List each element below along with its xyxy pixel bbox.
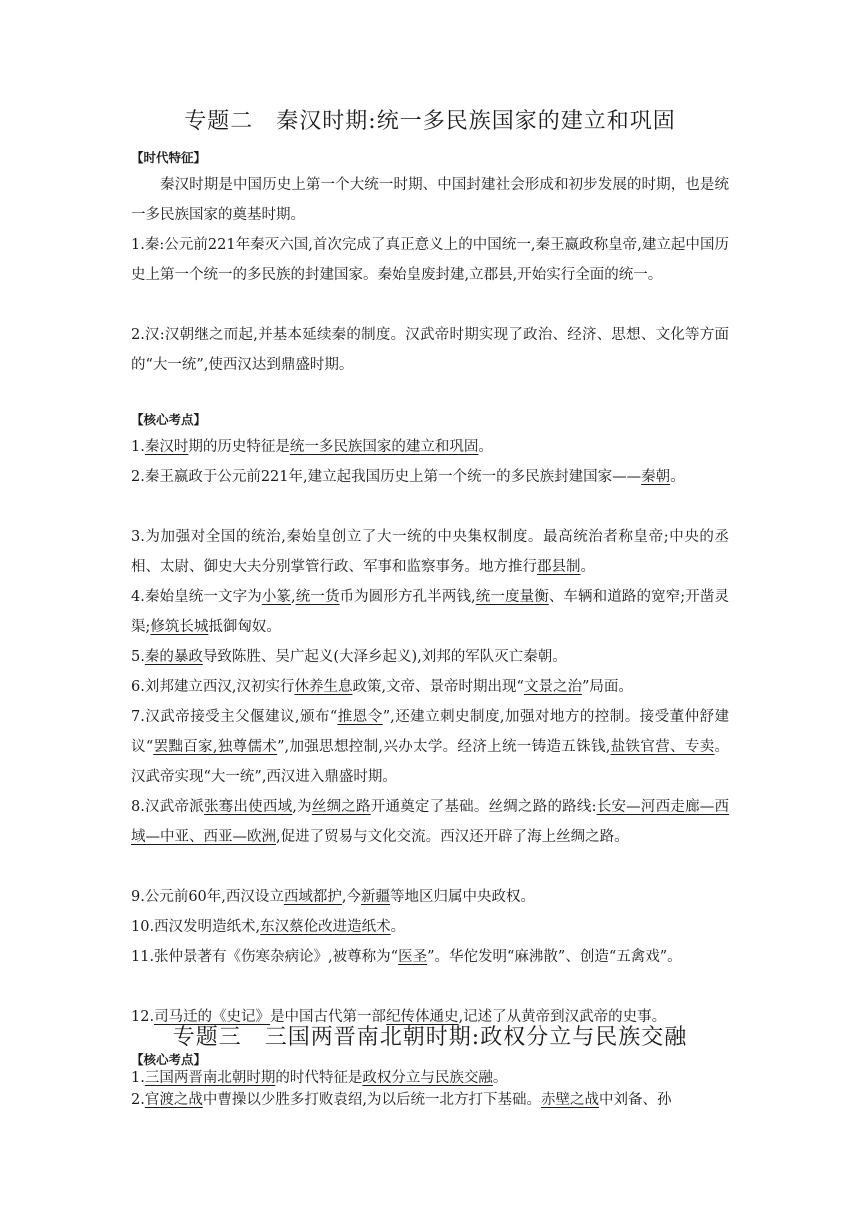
core-point-12: 12.司马迁的《史记》是中国古代第一部纪传体通史,记述了从黄帝到汉武帝的史事。	[131, 1009, 667, 1025]
keyword: 司马迁的《史记》	[154, 1009, 271, 1025]
keyword: 张骞出使西域	[203, 799, 293, 815]
keyword: 秦汉时	[144, 439, 189, 455]
keyword: 小篆	[261, 589, 292, 605]
core-point-6: 6.刘邦建立西汉,汉初实行休养生息政策,文帝、景帝时期出现“文景之治”局面。	[131, 679, 633, 695]
keyword: 官渡之战	[144, 1092, 203, 1108]
keyword: 西域都护	[283, 889, 342, 905]
keyword: 修筑长城	[150, 619, 209, 635]
keyword: 丝绸之路	[311, 799, 371, 815]
section-3-title: 专题三 三国两晋南北朝时期:政权分立与民族交融	[172, 1025, 688, 1050]
keyword: 赤壁之战	[540, 1092, 599, 1108]
keyword: 统一多民族国家的建立和巩固	[289, 439, 479, 455]
keyword: 纪传体通史	[386, 1009, 459, 1025]
keyword: 医圣	[398, 949, 428, 965]
keyword: 罢黜百家,独尊儒术	[153, 739, 278, 755]
keyword: 政权分立与民族交融	[362, 1070, 493, 1086]
keyword: 统一度量衡	[475, 589, 549, 605]
qin-paragraph: 1.秦:公元前221年秦灭六国,首次完成了真正意义上的中国统一,秦王嬴政称皇帝,建立起中国历史上第一个统一的多民族的封建国家。秦始皇废封建,立郡县,开始实行全面的统一。	[131, 237, 729, 283]
era-intro-paragraph: 秦汉时期是中国历史上第一个大统一时期、中国封建社会形成和初步发展的时期，也是统一多民族国家的奠基时期。	[131, 177, 729, 223]
han-paragraph: 2.汉:汉朝继之而起,并基本延续秦的制度。汉武帝时期实现了政治、经济、思想、文化等方面的“大一统”,使西汉达到鼎盛时期。	[131, 327, 729, 373]
core-point-4: 4.秦始皇统一文字为小篆,统一货币为圆形方孔半两钱,统一度量衡、车辆和道路的宽窄;开凿灵渠;修筑长城抵御匈奴。	[131, 589, 730, 635]
core-point-3: 3.为加强对全国的统治,秦始皇创立了大一统的中央集权制度。最高统治者称皇帝;中央的丞相、太尉、御史大夫分别掌管行政、军事和监察事务。地方推行郡县制。	[131, 529, 729, 575]
keyword: 秦的暴政	[144, 649, 203, 665]
keyword: 三国两晋南北朝时期	[144, 1070, 276, 1086]
core-point-2: 2.秦王嬴政于公元前221年,建立起我国历史上第一个统一的多民族封建国家——秦朝。	[131, 469, 685, 485]
section-2-title: 专题二 秦汉时期:统一多民族国家的建立和巩固	[184, 109, 676, 134]
core-point-9: 9.公元前60年,西汉设立西域都护,今新疆等地区归属中央政权。	[131, 889, 536, 905]
section-3-core-points-tag: 【核心考点】	[131, 1052, 207, 1067]
keyword: 文景之治	[523, 679, 582, 695]
keyword: 盐铁官营、专卖	[610, 739, 715, 755]
keyword: 秦朝	[641, 469, 671, 485]
keyword: 东汉蔡伦改进造纸术	[260, 919, 391, 935]
core-point-1: 1.秦汉时期的历史特征是统一多民族国家的建立和巩固。	[131, 439, 493, 455]
core-point-5: 5.秦的暴政导致陈胜、吴广起义(大泽乡起义),刘邦的军队灭亡秦朝。	[131, 649, 567, 665]
core-point-7: 7.汉武帝接受主父偃建议,颁布“推恩令”,还建立刺史制度,加强对地方的控制。接受董仲舒建议“罢黜百家,独尊儒术”,加强思想控制,兴办太学。经济上统一铸造五铢钱,盐铁官营、专卖。汉武帝实现“大一统”,西汉进入鼎盛时期。	[131, 709, 730, 785]
keyword: 新疆	[361, 889, 391, 905]
keyword: 郡县制	[537, 559, 581, 575]
section-3-core-point-2: 2.官渡之战中曹操以少胜多打败袁绍,为以后统一北方打下基础。赤壁之战中刘备、孙	[131, 1092, 672, 1108]
core-point-10: 10.西汉发明造纸术,东汉蔡伦改进造纸术。	[131, 919, 406, 935]
keyword: 休养生息	[294, 679, 353, 695]
core-point-8: 8.汉武帝派张骞出使西域,为丝绸之路开通奠定了基础。丝绸之路的路线:长安—河西走廊—西域—中亚、西亚—欧洲,促进了贸易与文化交流。西汉还开辟了海上丝绸之路。	[131, 799, 730, 845]
keyword: 推恩令	[337, 709, 383, 725]
keyword: 统一货	[295, 589, 340, 605]
core-points-tag: 【核心考点】	[131, 412, 207, 427]
era-features-tag: 【时代特征】	[131, 150, 207, 165]
core-point-11: 11.张仲景著有《伤寒杂病论》,被尊称为“医圣”。华佗发明“麻沸散”、创造“五禽戏”。	[131, 949, 682, 965]
section-3-core-point-1: 1.三国两晋南北朝时期的时代特征是政权分立与民族交融。	[131, 1070, 508, 1086]
keyword: 长安—河西走廊—西域—中亚、西亚—欧洲	[131, 799, 730, 845]
